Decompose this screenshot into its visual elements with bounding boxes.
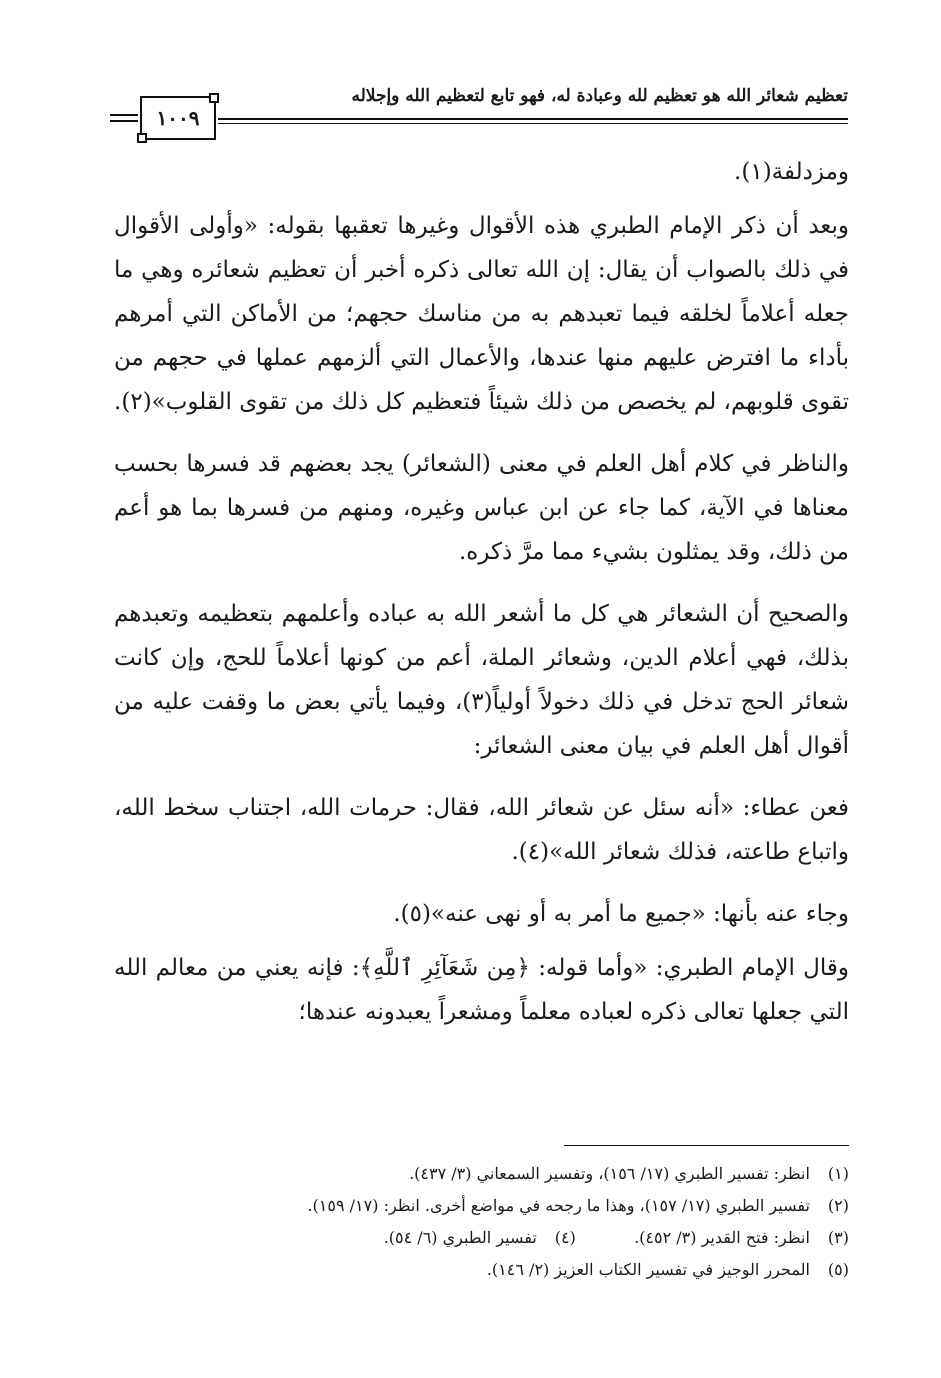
footnote-number: (٥) [827, 1260, 849, 1279]
header-rule [218, 118, 848, 120]
paragraph: وجاء عنه بأنها: «جميع ما أمر به أو نهى عنه»(٥). [393, 901, 849, 927]
footnotes [114, 1158, 849, 1286]
paragraph: والناظر في كلام أهل العلم في معنى (الشعائر) يجد بعضهم قد فسرها بحسب معناها في الآية، كما جاء عن ابن عباس وغيره، ومنهم من فسرها بما هو أعم من ذلك، وقد يمثلون بشيء مما مرَّ ذكره. [114, 451, 849, 565]
running-title: تعظيم شعائر الله هو تعظيم لله وعبادة له، فهو تابع لتعظيم الله وإجلاله [351, 86, 848, 106]
footnote [114, 1254, 849, 1286]
paragraph: وقال الإمام الطبري: «وأما قوله: ﴿مِن شَعَآئِرِ ٱللَّهِ﴾: فإنه يعني من معالم الله التي جعلها تعالى ذكره لعباده معلماً ومشعراً يعبدونه عندها؛ [114, 955, 849, 1025]
paragraph: ومزدلفة(١). [734, 159, 849, 185]
page-header [100, 72, 848, 142]
footnote [114, 1158, 849, 1190]
footnote [114, 1222, 849, 1254]
footnote-number: (٣) [827, 1228, 849, 1247]
paragraph: والصحيح أن الشعائر هي كل ما أشعر الله به عباده وأعلمهم بتعظيمه وتعبدهم بذلك، فهي أعلام الدين، وشعائر الملة، أعم من كونها أعلاماً للحج، وإن كانت شعائر الحج تدخل في ذلك دخولاً أولياً(٣)، وفيما يأتي بعض ما وقفت عليه من أقوال أهل العلم في بيان معنى الشعائر: [114, 601, 850, 759]
footnote [114, 1190, 849, 1222]
footnote-number: (١) [827, 1164, 849, 1183]
footnote-text: تفسير الطبري (١٧/ ١٥٧)، وهذا ما رجحه في مواضع أخرى. انظر: (١٧/ ١٥٩). [307, 1196, 810, 1215]
footnote-text: انظر: فتح القدير (٣/ ٤٥٢). [634, 1228, 810, 1247]
footnote-text: انظر: تفسير الطبري (١٧/ ١٥٦)، وتفسير السمعاني (٣/ ٤٣٧). [409, 1164, 810, 1183]
footnote-text: تفسير الطبري (٦/ ٥٤). [383, 1228, 537, 1247]
main-text [114, 150, 849, 1052]
paragraph: فعن عطاء: «أنه سئل عن شعائر الله، فقال: حرمات الله، اجتناب سخط الله، واتباع طاعته، فذلك شعائر الله»(٤). [114, 795, 849, 865]
page-number-frame [140, 96, 216, 140]
paragraph: وبعد أن ذكر الإمام الطبري هذه الأقوال وغيرها تعقبها بقوله: «وأولى الأقوال في ذلك بالصواب أن يقال: إن الله تعالى ذكره أخبر أن تعظيم شعائره وهي ما جعله أعلاماً لخلقه فيما تعبدهم به من مناسك حجهم؛ من الأماكن التي أمرهم بأداء ما افترض عليهم منها عندها، والأعمال التي ألزمهم عملها في حجهم من تقوى قلوبهم، لم يخصص من ذلك شيئاً فتعظيم كل ذلك من تقوى القلوب»(٢). [114, 213, 849, 415]
footnote-text: المحرر الوجيز في تفسير الكتاب العزيز (٢/ ١٤٦). [486, 1260, 810, 1279]
footnote-number: (٤) [554, 1228, 576, 1247]
footnote-number: (٢) [827, 1196, 849, 1215]
header-left-rules [110, 114, 138, 126]
header-rule-thin [218, 123, 848, 124]
footnote-separator [564, 1145, 849, 1146]
page-number: ١٠٠٩ [156, 106, 200, 130]
